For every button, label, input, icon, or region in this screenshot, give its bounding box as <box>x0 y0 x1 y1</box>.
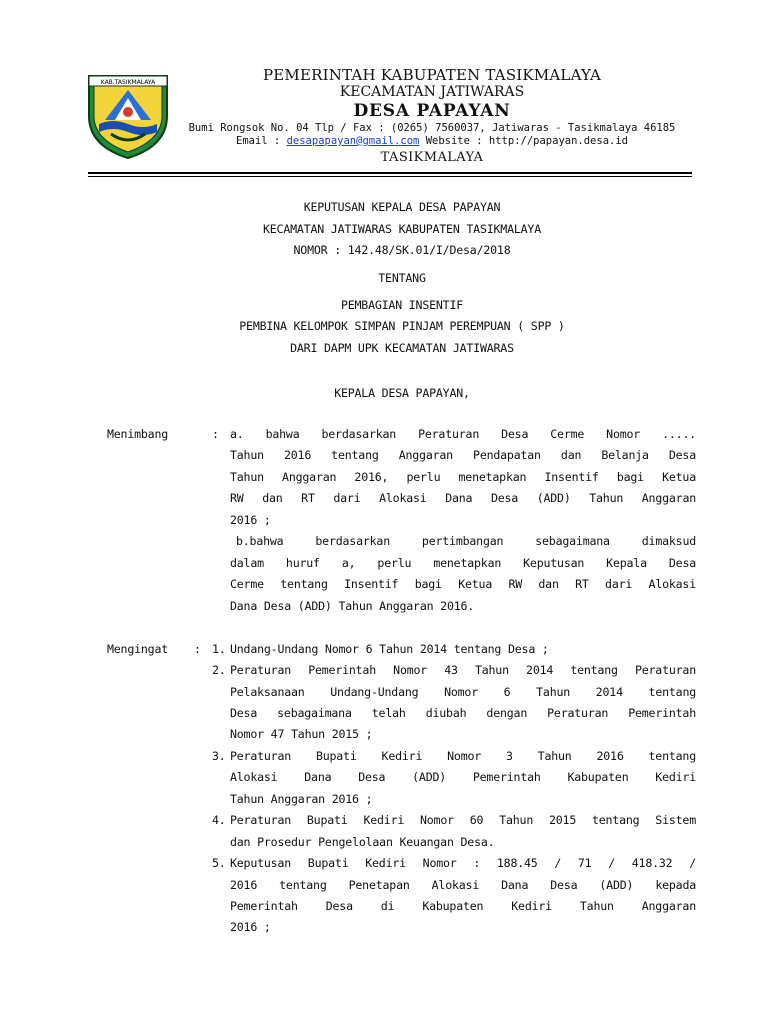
list-item-number: 1. <box>212 642 226 656</box>
list-item-number: 3. <box>212 749 226 763</box>
website-text: Website : http://papayan.desa.id <box>425 135 628 147</box>
list-item-line: Pemerintah Desa di Kabupaten Kediri Tahun Anggaran <box>230 899 696 913</box>
list-item-number: 2. <box>212 663 226 677</box>
list-item-line: Peraturan Bupati Kediri Nomor 60 Tahun 2015 tentang Sistem <box>230 813 696 827</box>
decree-jurisdiction: KECAMATAN JATIWARAS KABUPATEN TASIKMALAYA <box>263 222 541 236</box>
list-item-line: Desa sebagaimana telah diubah dengan Peraturan Pemerintah <box>230 706 696 720</box>
village-head-title: KEPALA DESA PAPAYAN, <box>334 386 470 400</box>
menimbang-line: Tahun 2016 tentang Anggaran Pendapatan dan Belanja Desa <box>230 448 696 462</box>
menimbang-line: b.bahwa berdasarkan pertimbangan sebagaimana dimaksud <box>236 534 696 548</box>
list-item-line: Tahun Anggaran 2016 ; <box>230 792 373 806</box>
menimbang-colon: : <box>212 427 219 441</box>
decree-subject-1: PEMBAGIAN INSENTIF <box>340 298 464 312</box>
list-item-line: 2016 ; <box>230 920 271 934</box>
decree-title: KEPUTUSAN KEPALA DESA PAPAYAN <box>303 200 501 214</box>
list-item-line: Peraturan Pemerintah Nomor 43 Tahun 2014 tentang Peraturan <box>230 663 696 677</box>
government-name: PEMERINTAH KABUPATEN TASIKMALAYA <box>262 66 601 84</box>
list-item-line: 2016 tentang Penetapan Alokasi Dana Desa (ADD) kepada <box>230 878 696 892</box>
address-line: Bumi Rongsok No. 04 Tlp / Fax : (0265) 7560037, Jatiwaras - Tasikmalaya 46185 <box>188 122 676 134</box>
list-item-line: Nomor 47 Tahun 2015 ; <box>230 727 373 741</box>
decree-number: NOMOR : 142.48/SK.01/I/Desa/2018 <box>293 243 511 257</box>
village-name: DESA PAPAYAN <box>353 101 511 121</box>
letterhead <box>172 66 692 168</box>
menimbang-line: a. bahwa berdasarkan Peraturan Desa Cerme Nomor ..... <box>230 427 696 441</box>
letterhead-divider-thick <box>88 172 692 174</box>
contact-line <box>172 135 692 148</box>
menimbang-line: RW dan RT dari Alokasi Dana Desa (ADD) Tahun Anggaran <box>230 491 696 505</box>
svg-text:KAB.TASIKMALAYA: KAB.TASIKMALAYA <box>100 79 156 86</box>
menimbang-line: dalam huruf a, perlu menetapkan Keputusan Kepala Desa <box>230 556 696 570</box>
decree-subject-2: PEMBINA KELOMPOK SIMPAN PINJAM PEREMPUAN ( SPP ) <box>239 319 565 333</box>
menimbang-line: 2016 ; <box>230 513 271 527</box>
menimbang-line: Cerme tentang Insentif bagi Ketua RW dan RT dari Alokasi <box>230 577 696 591</box>
coat-of-arms-icon <box>85 70 171 160</box>
list-item-line: Pelaksanaan Undang-Undang Nomor 6 Tahun 2014 tentang <box>230 685 696 699</box>
subdistrict-name: KECAMATAN JATIWARAS <box>339 84 525 100</box>
list-item-line: dan Prosedur Pengelolaan Keuangan Desa. <box>230 835 495 849</box>
decree-subject-3: DARI DAPM UPK KECAMATAN JATIWARAS <box>290 341 514 355</box>
mengingat-label: Mengingat <box>107 642 169 656</box>
email-link[interactable]: desapapayan@gmail.com <box>286 135 420 147</box>
menimbang-line: Dana Desa (ADD) Tahun Anggaran 2016. <box>230 599 475 613</box>
list-item-number: 4. <box>212 813 226 827</box>
list-item-line: Alokasi Dana Desa (ADD) Pemerintah Kabupaten Kediri <box>230 770 696 784</box>
mengingat-colon: : <box>194 642 201 656</box>
decree-about: TENTANG <box>378 271 426 285</box>
list-item-line: Peraturan Bupati Kediri Nomor 3 Tahun 2016 tentang <box>230 749 696 763</box>
menimbang-line: Tahun Anggaran 2016, perlu menetapkan Insentif bagi Ketua <box>230 470 696 484</box>
email-label: Email : <box>236 135 281 147</box>
city-name: TASIKMALAYA <box>380 150 484 165</box>
list-item-line: Keputusan Bupati Kediri Nomor : 188.45 / 71 / 418.32 / <box>230 856 696 870</box>
list-item-line: Undang-Undang Nomor 6 Tahun 2014 tentang Desa ; <box>230 642 549 656</box>
letterhead-divider-thin <box>88 176 692 177</box>
menimbang-label: Menimbang <box>107 427 169 441</box>
regency-logo <box>85 70 171 160</box>
list-item-number: 5. <box>212 856 226 870</box>
